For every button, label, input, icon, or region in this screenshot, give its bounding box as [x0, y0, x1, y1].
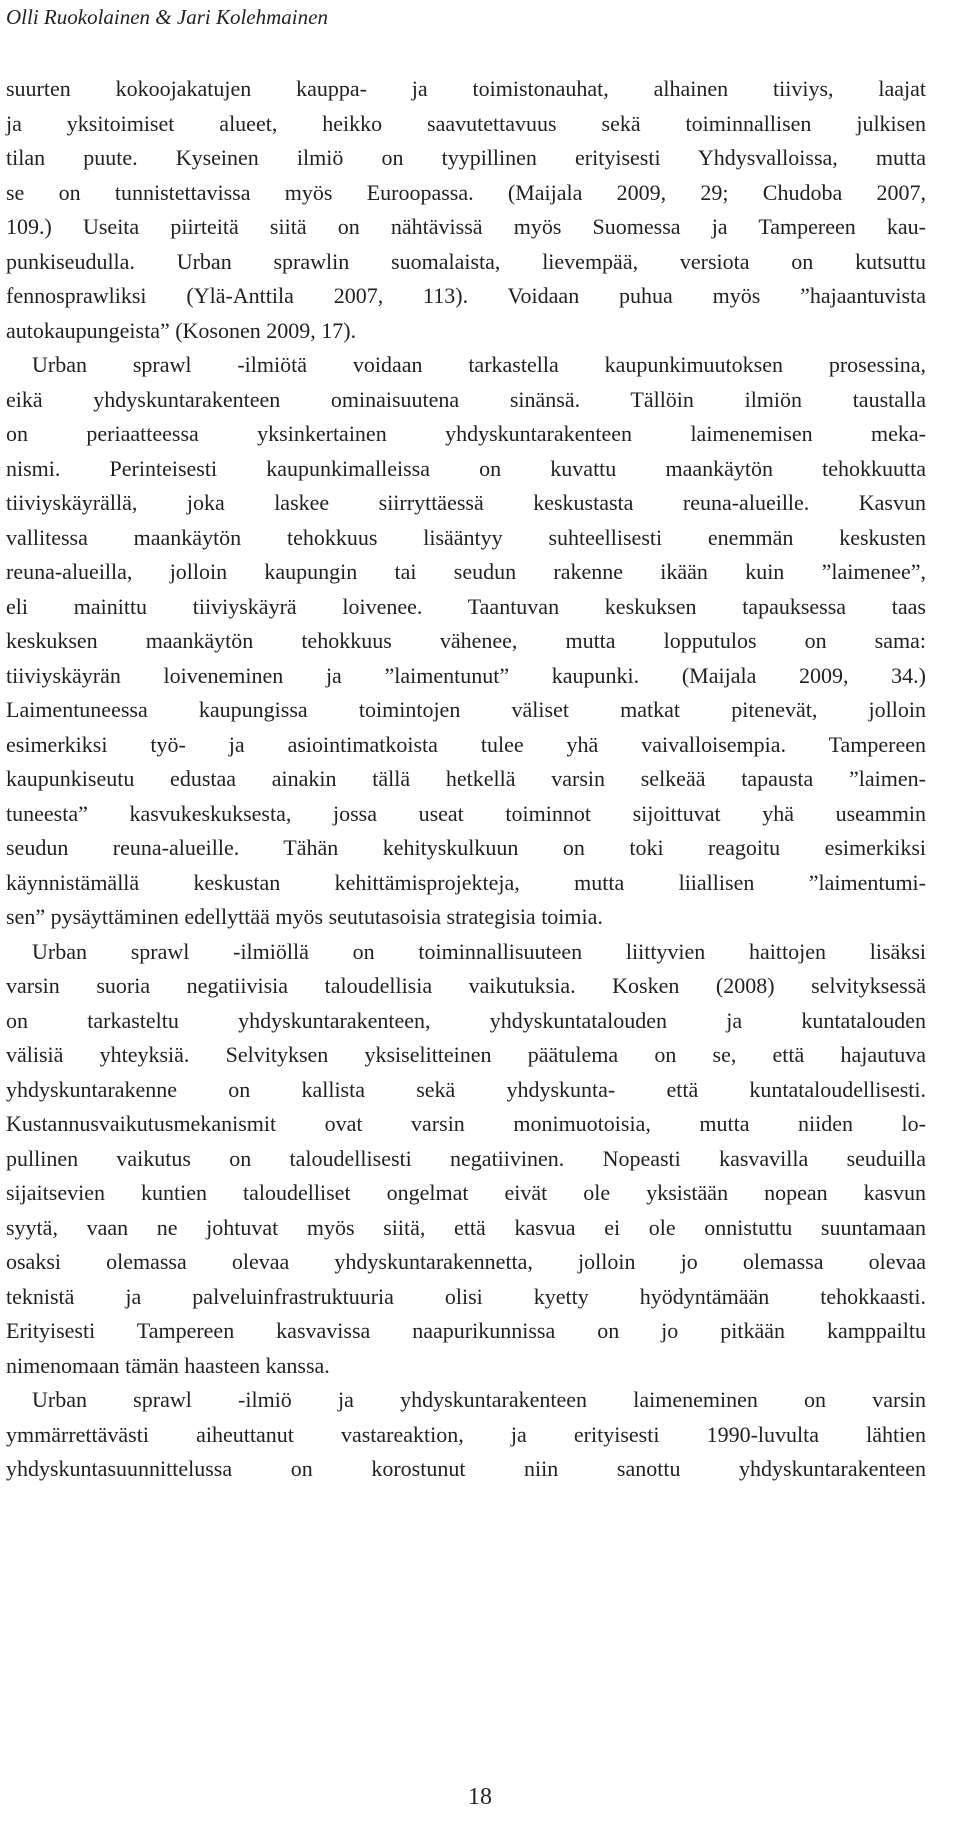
text-line: nismi. Perinteisesti kaupunkimalleissa on kuvattu maankäytön tehokkuutta	[6, 455, 926, 481]
text-line: on periaatteessa yksinkertainen yhdyskuntarakenteen laimenemisen meka-	[6, 421, 926, 446]
text-line: Urban sprawl -ilmiötä voidaan tarkastella kaupunkimuutoksen prosessina,	[32, 352, 926, 377]
body-text	[6, 72, 926, 1487]
text-line: suurten kokoojakatujen kauppa- ja toimistonauhat, alhainen tiiviys, laajat	[6, 76, 926, 101]
text-line: osaksi olemassa olevaa yhdyskuntarakennetta, jolloin jo olemassa olevaa	[6, 1249, 926, 1274]
text-line: tuneesta” kasvukeskuksesta, jossa useat toiminnot sijoittuvat yhä useammin	[6, 800, 926, 826]
text-line: yhdyskuntarakenne on kallista sekä yhdyskunta- että kuntataloudellisesti.	[6, 1076, 926, 1102]
text-line: autokaupungeista” (Kosonen 2009, 17).	[6, 317, 357, 343]
text-line: yhdyskuntasuunnittelussa on korostunut niin sanottu yhdyskuntarakenteen	[6, 1456, 926, 1481]
text-line: on tarkasteltu yhdyskuntarakenteen, yhdyskuntatalouden ja kuntatalouden	[6, 1007, 926, 1033]
text-line: välisiä yhteyksiä. Selvityksen yksiselitteinen päätulema on se, että hajautuva	[6, 1042, 926, 1067]
text-line: ymmärrettävästi aiheuttanut vastareaktion, ja erityisesti 1990-luvulta lähtien	[6, 1421, 926, 1447]
text-line: ja yksitoimiset alueet, heikko saavutettavuus sekä toiminnallisen julkisen	[6, 110, 926, 136]
text-line: teknistä ja palveluinfrastruktuuria olisi kyetty hyödyntämään tehokkaasti.	[6, 1283, 926, 1309]
text-line: Laimentuneessa kaupungissa toimintojen väliset matkat pitenevät, jolloin	[6, 697, 926, 722]
text-line: vallitessa maankäytön tehokkuus lisääntyy suhteellisesti enemmän keskusten	[6, 524, 926, 550]
text-line: sijaitsevien kuntien taloudelliset ongelmat eivät ole yksistään nopean kasvun	[6, 1180, 926, 1205]
text-line: nimenomaan tämän haasteen kanssa.	[6, 1352, 330, 1378]
text-line: Urban sprawl -ilmiöllä on toiminnallisuuteen liittyvien haittojen lisäksi	[32, 938, 926, 964]
text-line: punkiseudulla. Urban sprawlin suomalaista, lievempää, versiota on kutsuttu	[6, 248, 926, 274]
text-line: seudun reuna-alueille. Tähän kehityskulkuun on toki reagoitu esimerkiksi	[6, 835, 926, 860]
text-line: varsin suoria negatiivisia taloudellisia vaikutuksia. Kosken (2008) selvityksessä	[6, 973, 926, 998]
text-line: fennosprawliksi (Ylä-Anttila 2007, 113). Voidaan puhua myös ”hajaantuvista	[6, 283, 926, 308]
text-line: se on tunnistettavissa myös Euroopassa. (Maijala 2009, 29; Chudoba 2007,	[6, 179, 926, 205]
text-line: Urban sprawl -ilmiö ja yhdyskuntarakenteen laimeneminen on varsin	[32, 1387, 926, 1412]
running-head: Olli Ruokolainen & Jari Kolehmainen	[6, 5, 328, 29]
text-line: käynnistämällä keskustan kehittämisprojekteja, mutta liiallisen ”laimentumi-	[6, 869, 926, 895]
text-line: eli mainittu tiiviyskäyrä loivenee. Taantuvan keskuksen tapauksessa taas	[6, 593, 926, 619]
text-line: eikä yhdyskuntarakenteen ominaisuutena sinänsä. Tällöin ilmiön taustalla	[6, 386, 926, 412]
text-line: 109.) Useita piirteitä siitä on nähtävissä myös Suomessa ja Tampereen kau-	[6, 214, 926, 239]
text-line: tiiviyskäyrällä, joka laskee siirryttäessä keskustasta reuna-alueille. Kasvun	[6, 490, 926, 515]
text-line: tiiviyskäyrän loiveneminen ja ”laimentunut” kaupunki. (Maijala 2009, 34.)	[6, 662, 926, 688]
text-line: Kustannusvaikutusmekanismit ovat varsin monimuotoisia, mutta niiden lo-	[6, 1111, 926, 1136]
text-line: esimerkiksi työ- ja asiointimatkoista tulee yhä vaivalloisempia. Tampereen	[6, 731, 926, 757]
text-line: syytä, vaan ne johtuvat myös siitä, että kasvua ei ole onnistuttu suuntamaan	[6, 1214, 926, 1240]
text-line: reuna-alueilla, jolloin kaupungin tai seudun rakenne ikään kuin ”laimenee”,	[6, 559, 926, 584]
text-line: Erityisesti Tampereen kasvavissa naapurikunnissa on jo pitkään kamppailtu	[6, 1318, 926, 1343]
page-number: 18	[468, 1784, 492, 1810]
text-line: keskuksen maankäytön tehokkuus vähenee, mutta lopputulos on sama:	[6, 628, 926, 653]
text-line: tilan puute. Kyseinen ilmiö on tyypillinen erityisesti Yhdysvalloissa, mutta	[6, 145, 926, 170]
text-line: pullinen vaikutus on taloudellisesti negatiivinen. Nopeasti kasvavilla seuduilla	[6, 1145, 926, 1171]
text-line: kaupunkiseutu edustaa ainakin tällä hetkellä varsin selkeää tapausta ”laimen-	[6, 766, 926, 791]
text-line: sen” pysäyttäminen edellyttää myös seututasoisia strategisia toimia.	[6, 904, 603, 929]
